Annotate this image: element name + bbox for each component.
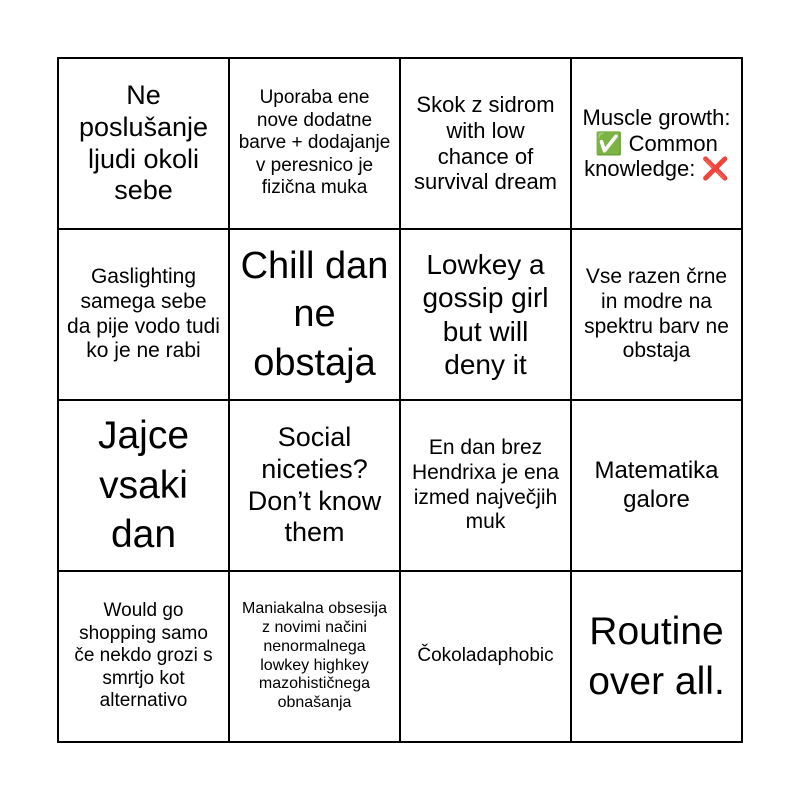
bingo-cell-text: Lowkey a gossip girl but will deny it <box>422 249 549 380</box>
bingo-cell[interactable] <box>571 400 742 571</box>
bingo-cell-text: Muscle growth: ✅ Common knowledge: ❌ <box>582 104 731 182</box>
bingo-cell[interactable] <box>229 229 400 400</box>
bingo-cell-text: En dan brez Hendrixa je ena izmed največjih muk <box>411 435 560 534</box>
bingo-cell[interactable] <box>229 400 400 571</box>
bingo-cell-text: Maniakalna obsesija z novimi načini nenormalnega lowkey highkey mazohističnega obnašanja <box>242 599 387 712</box>
bingo-cell-text: Ne poslušanje ljudi okoli sebe <box>78 79 209 206</box>
bingo-cell[interactable] <box>58 229 229 400</box>
bingo-cell[interactable] <box>400 400 571 571</box>
bingo-cell-text: Jajce vsaki dan <box>97 413 190 557</box>
bingo-cell-text: Chill dan ne obstaja <box>240 244 389 384</box>
bingo-cell[interactable] <box>400 58 571 229</box>
bingo-cell-text: Skok z sidrom with low chance of survival dream <box>413 91 558 195</box>
bingo-cell[interactable] <box>571 229 742 400</box>
bingo-cell-text: Čokoladaphobic <box>417 645 554 667</box>
bingo-cell-text: Vse razen črne in modre na spektru barv ne obstaja <box>584 264 729 363</box>
bingo-cell-text: Social niceties? Don’t know them <box>247 421 382 548</box>
bingo-cell[interactable] <box>229 571 400 742</box>
bingo-cell[interactable] <box>571 571 742 742</box>
bingo-cell-text: Would go shopping samo če nekdo grozi s smrtjo kot alternativo <box>74 600 213 712</box>
bingo-cell[interactable] <box>58 400 229 571</box>
bingo-cell[interactable] <box>400 229 571 400</box>
bingo-cell-text: Gaslighting samega sebe da pije vodo tudi ko je ne rabi <box>67 264 220 363</box>
bingo-cell[interactable] <box>571 58 742 229</box>
bingo-cell[interactable] <box>400 571 571 742</box>
bingo-cell-text: Uporaba ene nove dodatne barve + dodajanje v peresnico je fizična muka <box>238 87 391 199</box>
bingo-cell[interactable] <box>229 58 400 229</box>
bingo-cell[interactable] <box>58 58 229 229</box>
bingo-board <box>57 57 743 743</box>
bingo-cell[interactable] <box>58 571 229 742</box>
bingo-cell-text: Routine over all. <box>588 609 725 703</box>
bingo-cell-text: Matematika galore <box>594 457 719 513</box>
